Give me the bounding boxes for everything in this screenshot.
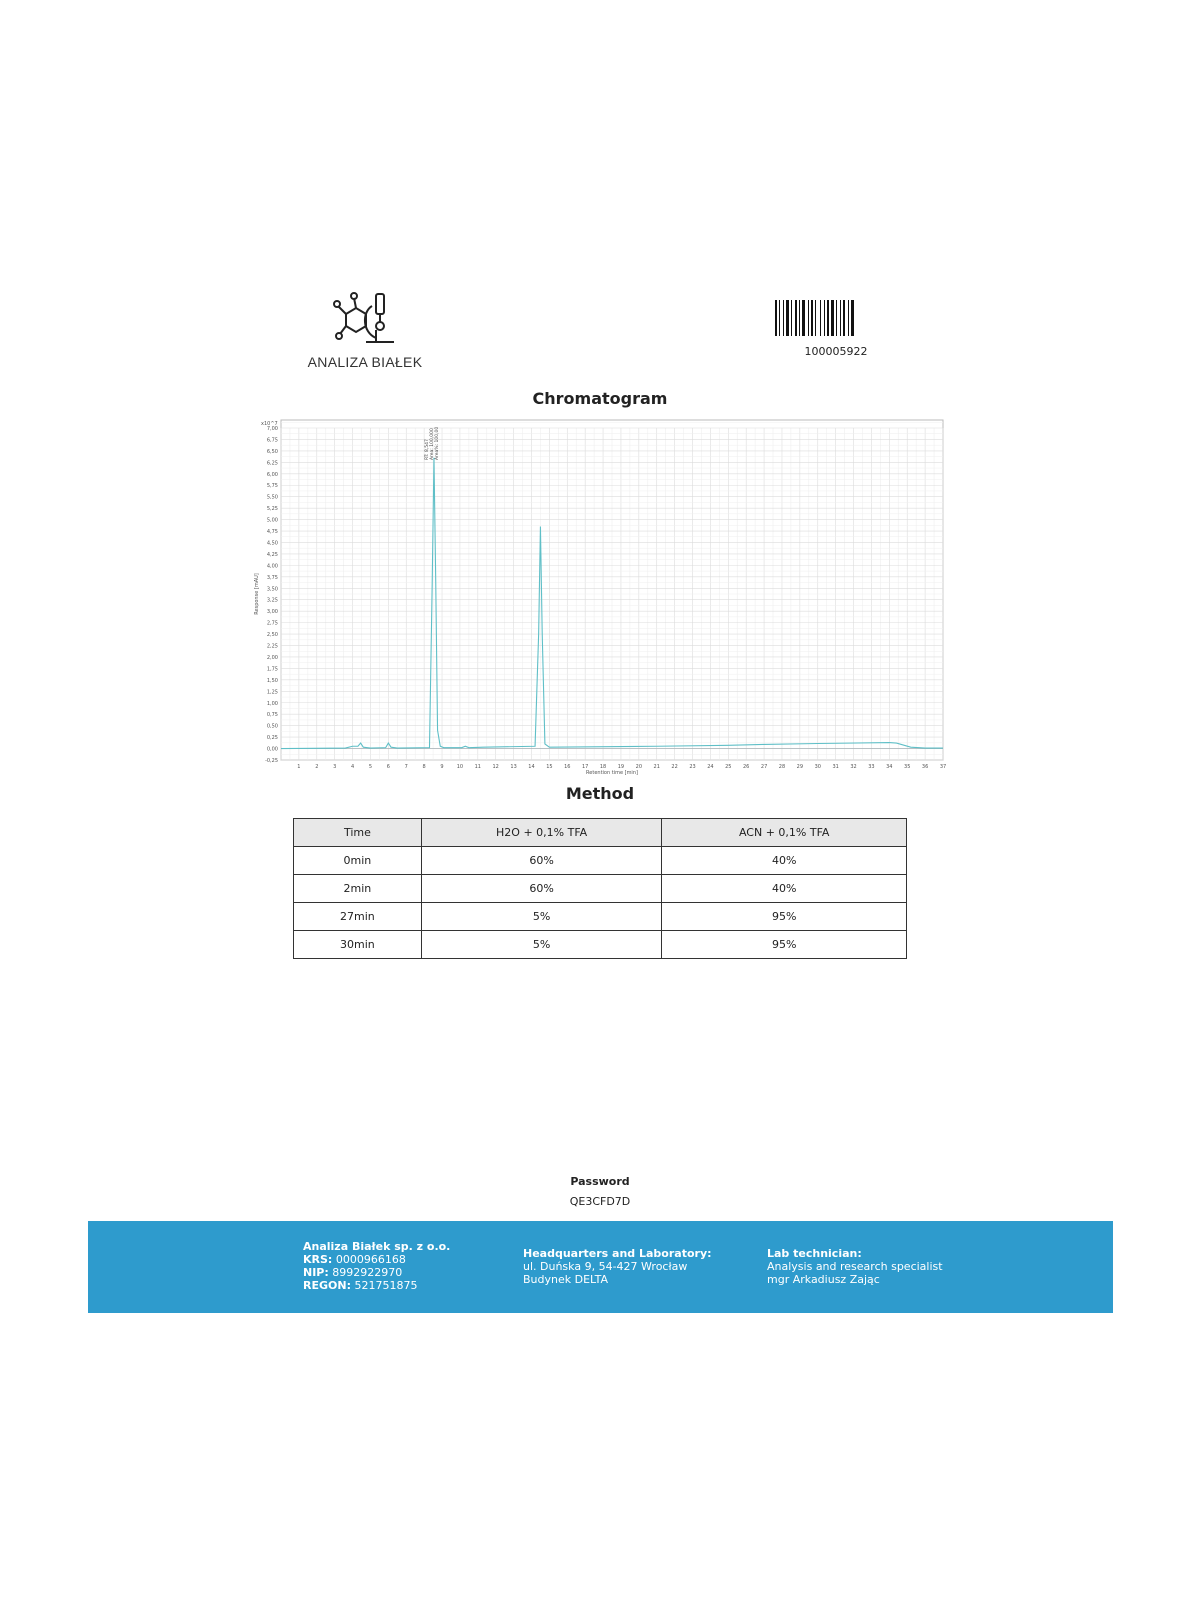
x-tick-label: 18 <box>599 764 607 770</box>
x-tick-label: 31 <box>832 764 839 770</box>
peak-annotation: RT: 8,547 <box>424 439 430 461</box>
barcode-bar <box>840 300 841 336</box>
row-h2o: 5% <box>421 931 662 959</box>
barcode-bar <box>811 300 813 336</box>
x-tick-label: 23 <box>689 764 696 770</box>
x-axis-label: Retention time [min] <box>586 770 638 776</box>
x-tick-label: 7 <box>404 764 408 770</box>
barcode-bar <box>799 300 800 336</box>
barcode-bar <box>836 300 837 336</box>
barcode-bar <box>851 300 854 336</box>
barcode-number: 100005922 <box>804 345 868 358</box>
tech-name: mgr Arkadiusz Zając <box>767 1273 880 1286</box>
x-tick-label: 27 <box>760 764 768 770</box>
y-tick-label: 0,25 <box>266 735 278 742</box>
nip-label: NIP: <box>303 1266 329 1279</box>
y-tick-label: 4,50 <box>266 540 278 547</box>
barcode-bar <box>786 300 789 336</box>
x-tick-label: 22 <box>671 764 678 770</box>
chromatogram-svg <box>255 418 945 778</box>
y-tick-label: 2,75 <box>266 620 278 627</box>
peak-annotation: Area: 100,000 <box>429 428 435 461</box>
y-tick-label: 2,50 <box>266 632 278 639</box>
y-tick-label: 5,75 <box>266 483 278 490</box>
peak-annotation: Area%: 100,00 <box>434 426 440 461</box>
x-tick-label: 19 <box>617 764 625 770</box>
header-acn: ACN + 0,1% TFA <box>662 819 907 847</box>
y-tick-label: 0,00 <box>266 746 278 753</box>
barcode-bars <box>775 300 897 336</box>
barcode-bar <box>815 300 816 336</box>
y-tick-label: 1,25 <box>266 689 278 696</box>
hq-building: Budynek DELTA <box>523 1273 609 1286</box>
barcode-bar <box>779 300 780 336</box>
x-tick-label: 30 <box>814 764 821 770</box>
footer-headquarters <box>523 1247 712 1286</box>
x-tick-label: 14 <box>528 764 535 770</box>
barcode-bar <box>808 300 809 336</box>
x-tick-label: 3 <box>333 764 337 770</box>
krs-value: 0000966168 <box>335 1253 406 1266</box>
header-h2o: H2O + 0,1% TFA <box>421 819 662 847</box>
y-tick-label: 5,50 <box>266 494 278 501</box>
barcode-bar <box>791 300 792 336</box>
y-tick-label: 3,50 <box>266 586 278 593</box>
row-acn: 95% <box>662 931 907 959</box>
table-row <box>294 931 907 959</box>
barcode-bar <box>783 300 784 336</box>
barcode <box>775 300 897 362</box>
x-tick-label: 1 <box>297 764 301 770</box>
y-tick-label: 3,25 <box>266 597 278 604</box>
y-tick-label: 4,00 <box>266 563 278 570</box>
tech-role: Analysis and research specialist <box>767 1260 943 1273</box>
y-tick-label: 6,50 <box>266 448 278 455</box>
footer-company-info <box>303 1240 450 1292</box>
y-tick-label: 2,25 <box>266 643 278 650</box>
regon-value: 521751875 <box>354 1279 418 1292</box>
row-time: 2min <box>294 875 422 903</box>
y-tick-label: 5,25 <box>266 506 278 513</box>
password-value: QE3CFD7D <box>569 1195 631 1208</box>
y-tick-label: 0,50 <box>266 723 278 730</box>
y-tick-label: 3,75 <box>266 574 278 581</box>
x-tick-label: 37 <box>939 764 947 770</box>
x-tick-label: 32 <box>850 764 857 770</box>
y-tick-label: 6,25 <box>266 460 278 467</box>
x-tick-label: 34 <box>886 764 893 770</box>
y-tick-label: 1,00 <box>266 700 278 707</box>
table-row <box>294 875 907 903</box>
tech-title: Lab technician: <box>767 1247 862 1260</box>
method-header-row <box>294 819 907 847</box>
barcode-bar <box>802 300 805 336</box>
y-tick-label: 4,25 <box>266 551 278 558</box>
logo-text: ANALIZA BIAŁEK <box>307 354 423 370</box>
password-label: Password <box>570 1175 630 1188</box>
x-tick-label: 4 <box>350 764 355 770</box>
x-tick-label: 20 <box>635 764 643 770</box>
footer-lab-technician <box>767 1247 943 1286</box>
row-h2o: 60% <box>421 875 662 903</box>
footer-bar <box>88 1221 1113 1313</box>
x-tick-label: 16 <box>564 764 571 770</box>
y-tick-label: 0,75 <box>266 712 278 719</box>
x-tick-label: 5 <box>368 764 373 770</box>
barcode-bar <box>843 300 845 336</box>
y-tick-label: -0,25 <box>265 758 278 764</box>
barcode-bar <box>824 300 825 336</box>
x-tick-label: 24 <box>707 764 714 770</box>
row-acn: 95% <box>662 903 907 931</box>
y-tick-label: 1,50 <box>266 677 278 684</box>
y-tick-label: 2,00 <box>266 654 278 661</box>
x-tick-label: 21 <box>653 764 660 770</box>
y-tick-label: 5,00 <box>266 517 278 524</box>
nip-value: 8992922970 <box>332 1266 403 1279</box>
row-h2o: 60% <box>421 847 662 875</box>
row-acn: 40% <box>662 875 907 903</box>
x-tick-label: 28 <box>778 764 786 770</box>
regon-label: REGON: <box>303 1279 351 1292</box>
x-tick-label: 8 <box>422 764 426 770</box>
row-time: 30min <box>294 931 422 959</box>
x-tick-label: 26 <box>743 764 750 770</box>
hq-address: ul. Duńska 9, 54-427 Wrocław <box>523 1260 688 1273</box>
y-tick-label: 6,75 <box>266 437 278 444</box>
x-tick-label: 2 <box>315 764 319 770</box>
row-time: 0min <box>294 847 422 875</box>
header-time: Time <box>294 819 422 847</box>
y-scale-label: x10^7 <box>261 421 278 427</box>
molecule-microscope-icon <box>332 292 398 350</box>
x-tick-label: 33 <box>868 764 875 770</box>
method-table <box>293 818 907 959</box>
y-tick-label: 3,00 <box>266 609 278 616</box>
barcode-bar <box>820 300 821 336</box>
x-tick-label: 10 <box>456 764 464 770</box>
y-tick-label: 6,00 <box>266 471 278 478</box>
row-h2o: 5% <box>421 903 662 931</box>
y-tick-label: 1,75 <box>266 666 278 673</box>
x-tick-label: 9 <box>440 764 444 770</box>
barcode-bar <box>848 300 849 336</box>
chromatogram-chart <box>255 418 945 778</box>
barcode-bar <box>795 300 797 336</box>
x-tick-label: 25 <box>725 764 732 770</box>
y-tick-label: 7,00 <box>266 426 278 432</box>
row-time: 27min <box>294 903 422 931</box>
table-row <box>294 903 907 931</box>
x-tick-label: 11 <box>474 764 481 770</box>
x-tick-label: 6 <box>386 764 390 770</box>
y-tick-label: 4,75 <box>266 529 278 536</box>
x-tick-label: 17 <box>581 764 589 770</box>
krs-label: KRS: <box>303 1253 333 1266</box>
x-tick-label: 13 <box>510 764 517 770</box>
x-tick-label: 35 <box>904 764 911 770</box>
y-axis-label: Response [mAU] <box>254 573 260 615</box>
x-tick-label: 36 <box>921 764 929 770</box>
x-tick-label: 29 <box>796 764 804 770</box>
row-acn: 40% <box>662 847 907 875</box>
table-row <box>294 847 907 875</box>
method-title: Method <box>565 784 635 803</box>
barcode-bar <box>831 300 834 336</box>
company-name: Analiza Białek sp. z o.o. <box>303 1240 451 1253</box>
x-tick-label: 15 <box>546 764 553 770</box>
hq-title: Headquarters and Laboratory: <box>523 1247 712 1260</box>
barcode-bar <box>827 300 829 336</box>
x-tick-label: 12 <box>492 764 499 770</box>
company-logo <box>300 292 430 372</box>
barcode-bar <box>775 300 777 336</box>
chromatogram-title: Chromatogram <box>532 389 668 408</box>
